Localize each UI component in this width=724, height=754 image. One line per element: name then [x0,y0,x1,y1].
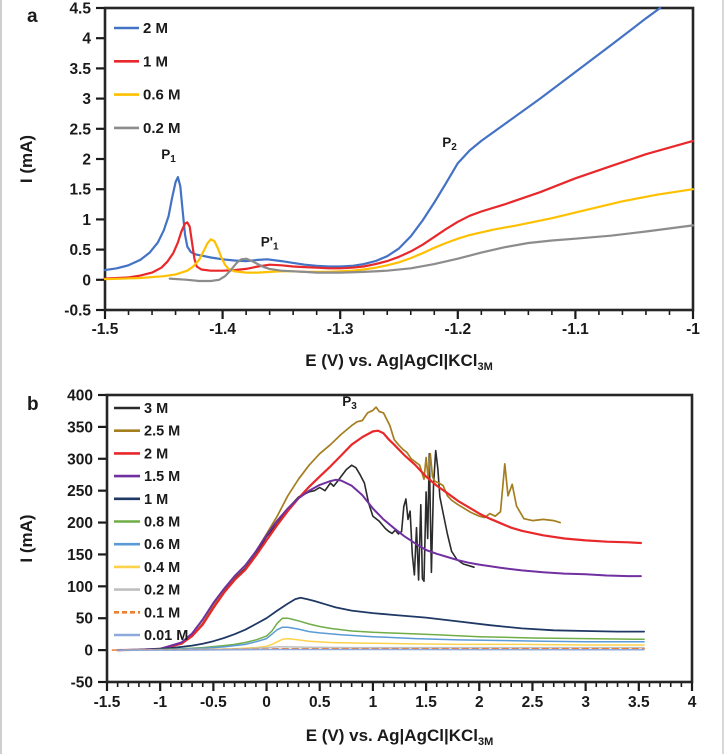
legend-item [114,53,168,70]
legend-label: 2 M [144,446,169,463]
legend-item [114,537,180,553]
legend-label: 1.5 M [144,469,181,486]
y-tick-label: 0.5 [69,242,91,260]
peak-annotation [261,235,279,253]
series-line-1.5M [118,480,641,650]
y-tick-label: 250 [67,483,93,501]
legend-label: 0.8 M [144,514,181,531]
x-tick-label: 3 [581,694,590,711]
y-tick-label: 300 [67,451,93,469]
legend-item [114,628,188,644]
x-tick-label: 0.5 [308,694,331,711]
y-tick-label: 100 [67,578,93,596]
x-axis-label-main: E (V) vs. Ag|AgCl|KCl [305,726,479,745]
legend-item [114,401,168,417]
x-tick-label: -1.4 [209,321,236,338]
legend-item [114,120,181,137]
y-tick-label: 2 [82,151,91,169]
legend-label: 0.1 M [144,605,181,622]
legend-item [114,424,180,440]
legend-item [114,446,168,462]
legend-label: 0.6 M [143,86,181,104]
y-tick-label: 2.5 [69,121,91,139]
chart-svg-b [2,377,724,754]
chart-svg-a [2,0,724,377]
y-tick-label: 1 [82,211,91,229]
peak-annotation-main: P' [260,234,273,250]
y-tick-label: 200 [67,515,93,533]
legend-item [114,605,180,621]
plot-frame [105,8,693,310]
x-tick-label: -1.5 [91,321,119,338]
x-tick-label: -1.1 [562,321,589,338]
peak-annotation-sub: 2 [451,141,457,153]
y-tick-label: 0 [84,642,93,660]
legend-item [114,515,180,531]
y-tick-label: -50 [70,674,93,692]
panel-letter: b [27,394,39,415]
x-tick-label: 3.5 [628,694,650,711]
legend-item [114,583,180,599]
x-tick-label: 1.5 [415,694,437,711]
x-axis-label-main: E (V) vs. Ag|AgCl|KCl [305,351,478,370]
y-tick-label: 400 [67,387,93,405]
x-tick-label: 1 [368,694,378,711]
peak-annotation-sub: 3 [351,400,357,412]
x-tick-label: -1.2 [444,321,472,338]
y-tick-label: 1.5 [69,181,91,199]
peak-annotation-sub: 1 [170,154,176,165]
legend-item [114,87,181,104]
series-line-0.01M [118,650,645,651]
x-tick-label: -1 [686,321,700,338]
series-line-2.5M [118,407,560,650]
legend-item [114,20,168,37]
x-tick-label: 2 [474,694,484,711]
series-line-1M [105,141,693,279]
x-tick-label: 4 [687,694,697,711]
x-tick-label: 0 [262,694,271,711]
y-tick-label: 150 [67,546,93,564]
legend-label: 0.6 M [144,537,181,554]
peak-annotation-main: P [161,147,171,162]
y-tick-label: 50 [75,610,93,628]
x-axis-label [306,726,494,748]
peak-annotation-sub: 1 [272,241,279,253]
y-tick-label: 350 [67,419,93,437]
y-tick-label: 0 [82,272,91,290]
peak-annotation [442,135,457,153]
y-axis-label: I (mA) [17,514,36,563]
peak-annotation [161,147,176,165]
peak-annotation-main: P [442,134,452,150]
legend-label: 1 M [143,53,169,71]
x-tick-label: -1 [153,694,168,711]
y-tick-label: 4 [82,30,91,48]
series-line-0.6M [105,189,693,279]
x-tick-label: -1.5 [93,694,121,711]
y-tick-label: -0.5 [64,302,91,320]
legend-label: 0.4 M [144,559,181,576]
y-tick-label: 3.5 [69,60,91,78]
panel-a-chart [2,0,722,377]
series-line-2M [105,8,660,270]
peak-annotation [342,394,357,412]
legend-label: 2 M [143,20,169,37]
peak-annotation-main: P [342,393,352,409]
panel-letter: a [27,6,38,27]
x-axis-label-sub: 3M [478,736,494,748]
legend-label: 1 M [144,491,169,508]
y-tick-label: 4.5 [69,0,91,18]
panel-b-chart [2,377,722,754]
legend-label: 2.5 M [144,423,181,440]
y-tick-label: 3 [82,91,91,109]
legend-label: 0.2 M [144,582,181,599]
legend-item [114,492,168,508]
legend-label: 0.01 M [144,628,189,644]
x-tick-label: -0.5 [200,694,227,711]
series-line-2M [118,431,641,650]
x-axis-label [305,351,493,373]
x-tick-label: 2.5 [521,694,544,711]
legend-item [114,469,180,485]
legend-label: 0.2 M [143,119,181,137]
x-tick-label: -1.3 [326,321,354,338]
y-axis-label: I (mA) [17,134,36,184]
legend-item [114,560,180,576]
legend-label: 3 M [144,401,169,417]
x-axis-label-sub: 3M [477,361,493,373]
